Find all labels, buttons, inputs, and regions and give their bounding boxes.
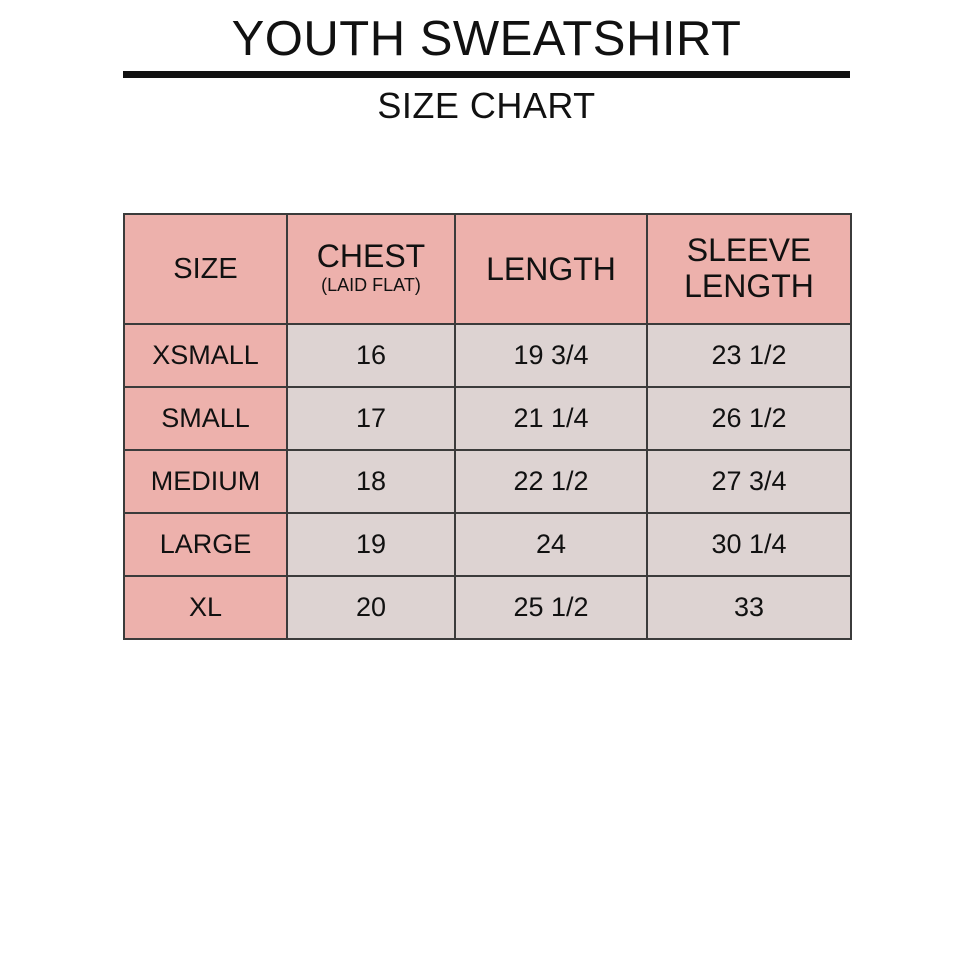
page-title: YOUTH SWEATSHIRT <box>231 12 742 66</box>
cell-length: 21 1/4 <box>455 387 647 450</box>
size-chart-table <box>123 213 852 640</box>
table-header <box>124 214 851 324</box>
cell-size: MEDIUM <box>124 450 287 513</box>
cell-size: SMALL <box>124 387 287 450</box>
cell-length: 24 <box>455 513 647 576</box>
table-row <box>124 387 851 450</box>
column-header-size <box>124 214 287 324</box>
column-header-chest-label: CHEST <box>316 237 426 274</box>
cell-chest: 17 <box>287 387 455 450</box>
cell-length: 25 1/2 <box>455 576 647 639</box>
cell-size: XL <box>124 576 287 639</box>
table-row <box>124 450 851 513</box>
column-header-size-label: SIZE <box>173 252 238 285</box>
cell-sleeve-length: 33 <box>647 576 851 639</box>
column-header-sleeve-length <box>647 214 851 324</box>
cell-sleeve-length: 27 3/4 <box>647 450 851 513</box>
cell-size: XSMALL <box>124 324 287 387</box>
table-body <box>124 324 851 639</box>
column-header-length <box>455 214 647 324</box>
table-row <box>124 513 851 576</box>
column-header-chest-sublabel: (LAID FLAT) <box>321 274 421 295</box>
chart-header <box>0 0 973 126</box>
cell-length: 22 1/2 <box>455 450 647 513</box>
cell-chest: 16 <box>287 324 455 387</box>
column-header-chest <box>287 214 455 324</box>
cell-sleeve-length: 26 1/2 <box>647 387 851 450</box>
page-subtitle: SIZE CHART <box>377 85 596 127</box>
cell-length: 19 3/4 <box>455 324 647 387</box>
cell-sleeve-length: 23 1/2 <box>647 324 851 387</box>
column-header-sleeve-length-label: SLEEVE LENGTH <box>684 232 814 304</box>
cell-sleeve-length: 30 1/4 <box>647 513 851 576</box>
table-header-row <box>124 214 851 324</box>
cell-chest: 19 <box>287 513 455 576</box>
column-header-length-label: LENGTH <box>486 250 616 287</box>
table-row <box>124 324 851 387</box>
title-divider <box>123 71 850 78</box>
cell-size: LARGE <box>124 513 287 576</box>
cell-chest: 18 <box>287 450 455 513</box>
table-row <box>124 576 851 639</box>
size-chart-table-wrapper <box>123 213 850 640</box>
cell-chest: 20 <box>287 576 455 639</box>
